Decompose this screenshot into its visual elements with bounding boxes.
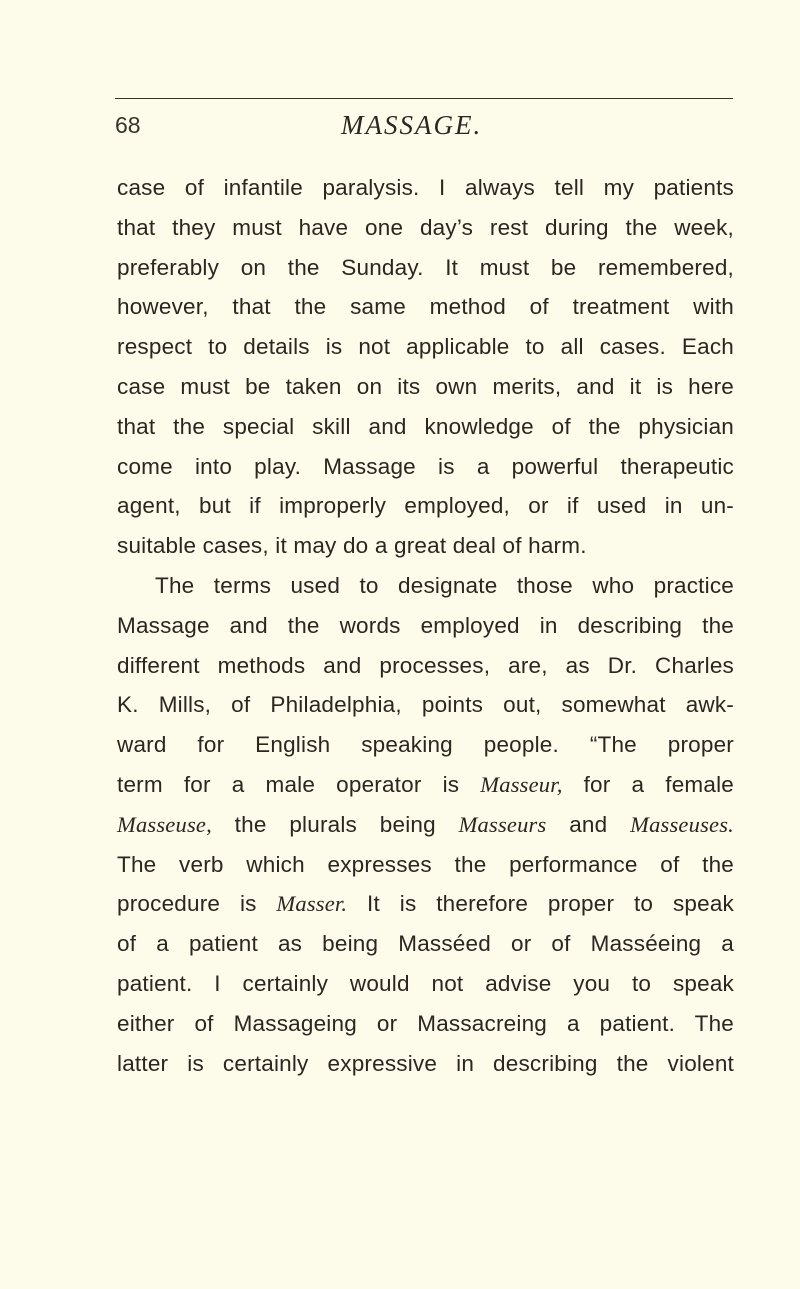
paragraph-end-line (117, 526, 734, 566)
page-number: 68 (115, 112, 141, 138)
paragraph-start-line (117, 566, 734, 606)
italic-term: Masseuse, (117, 811, 212, 837)
page-header (115, 108, 735, 142)
italic-term: Masseuses. (630, 811, 734, 837)
text-run: preferably on the Sunday. It must be remembered, (117, 254, 734, 280)
text-run: patient. I certainly would not advise you to speak (117, 970, 734, 996)
text-run: ward for English speaking people. “The proper (117, 732, 734, 758)
text-line (117, 646, 734, 686)
text-run: The terms used to designate those who practice (155, 572, 734, 598)
text-line (117, 447, 734, 487)
text-run: the plurals being (211, 811, 459, 837)
text-run: latter is certainly expressive in describing the violent (117, 1050, 734, 1076)
text-line (117, 606, 734, 646)
italic-term: Masseur, (480, 771, 563, 797)
text-line (117, 1004, 734, 1044)
text-run: case must be taken on its own merits, and it is here (117, 373, 734, 399)
text-line (117, 407, 734, 447)
text-run: suitable cases, it may do a great deal of harm. (117, 533, 587, 559)
text-line (117, 805, 734, 845)
text-line (117, 208, 734, 248)
text-line (117, 685, 734, 725)
italic-term: Masseurs (458, 811, 547, 837)
text-run: respect to details is not applicable to all cases. Each (117, 334, 734, 360)
text-run: of a patient as being Masséed or of Masséeing a (117, 931, 734, 957)
text-line (117, 327, 734, 367)
text-line (117, 248, 734, 288)
text-run: The verb which expresses the performance of the (117, 851, 734, 877)
text-run: that the special skill and knowledge of the physician (117, 413, 734, 439)
text-line (117, 725, 734, 765)
text-run: Massage and the words employed in describing the (117, 612, 734, 638)
text-run: different methods and processes, are, as Dr. Charles (117, 652, 734, 678)
text-line (117, 924, 734, 964)
text-run: K. Mills, of Philadelphia, points out, somewhat awk- (117, 692, 734, 718)
text-line (117, 367, 734, 407)
italic-term: Masser. (276, 891, 348, 917)
running-title: MASSAGE. (341, 110, 483, 140)
text-line (117, 884, 734, 924)
text-run: and (546, 811, 631, 837)
text-line (117, 765, 734, 805)
text-line (117, 964, 734, 1004)
text-line (117, 168, 734, 208)
text-run: come into play. Massage is a powerful therapeutic (117, 453, 734, 479)
text-run: procedure is (117, 891, 277, 917)
text-run: however, that the same method of treatment with (117, 294, 734, 320)
body-text (117, 168, 734, 1083)
text-run: It is therefore proper to speak (347, 891, 734, 917)
text-line (117, 845, 734, 885)
text-run: either of Massageing or Massacreing a patient. The (117, 1010, 734, 1036)
text-run: for a female (562, 771, 734, 797)
text-run: term for a male operator is (117, 771, 481, 797)
text-run: agent, but if improperly employed, or if used in un- (117, 493, 734, 519)
text-run: case of infantile paralysis. I always tell my patients (117, 175, 734, 200)
text-line (117, 1044, 734, 1084)
text-run: that they must have one day’s rest during the week, (117, 214, 734, 240)
header-rule (115, 98, 733, 99)
text-line (117, 486, 734, 526)
text-line (117, 287, 734, 327)
